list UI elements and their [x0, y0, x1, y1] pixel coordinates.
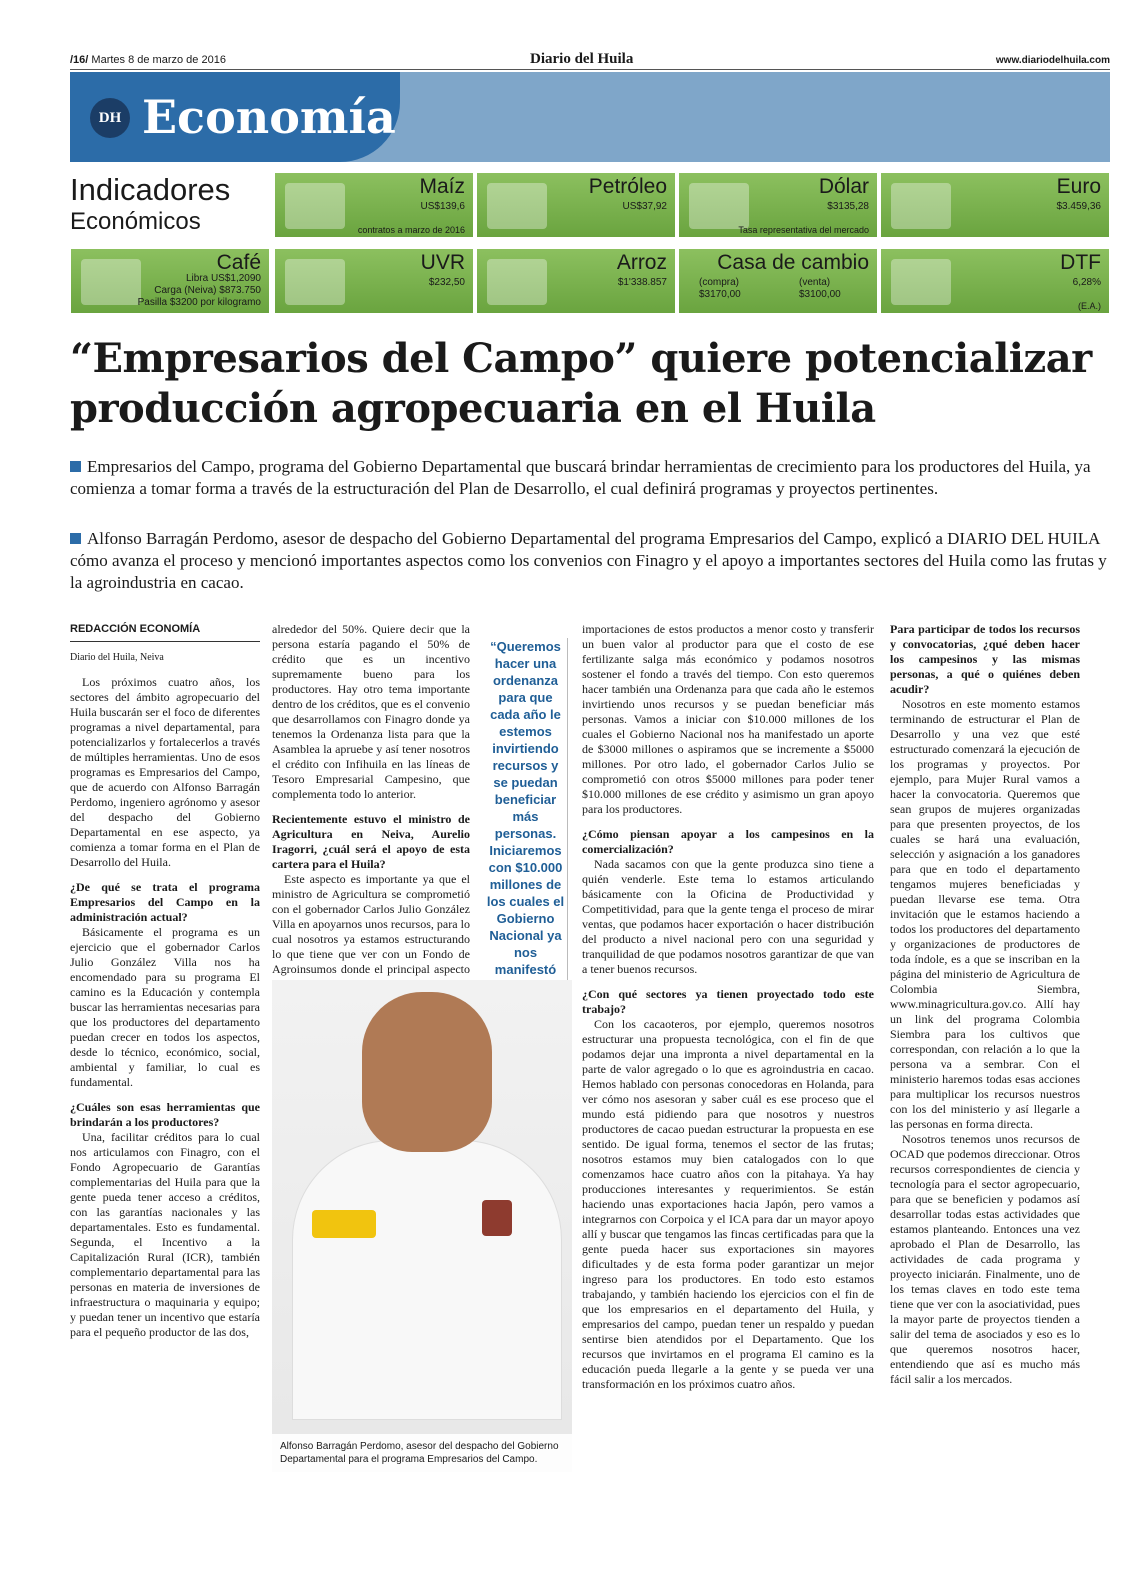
article-column-2: alrededor del 50%. Quiere decir que la persona estaría pagando el 50% de crédito que es un incentivo supremamente bueno para los productores. Hay otro tema importante dentro de los créditos, que es el convenio que desarrollamos con Finagro donde ya tenemos la Ordenanza lista para que la Asamblea la apruebe y así tener nosotros el crédito con Infihuila en las líneas de Tesoro Empresarial Campesino, que complementa todo lo anterior. Recientemente estuvo el ministro de Agricultura en Neiva, Aurelio Iragorri, ¿cuál será el apoyo de esta cartera para el Huila? Este aspecto es importante ya que el ministro de Agricultura se comprometió con el gobernador Carlos Julio González Villa en apoyarnos unos recursos, para lo cual nosotros ya estamos estructurando lo que tiene que ver con un Fondo de Agroinsumos donde el principal aspecto	[272, 622, 470, 976]
article-column-3: importaciones de estos productos a menor costo y transferir un buen valor al productor para que el costo de ese fertilizante salga más económico y podamos nosotros sostener el fondo a través del tiempo. Con esto queremos hacer también una Ordenanza para que cada año le estemos invirtiendo unos recursos y se puedan beneficiar más personas. Vamos a iniciar con $10.000 millones de los cuales el Gobierno Nacional nos ha manifestado un aporte de $3000 millones o aspiramos que se incremente a $5000 millones. Por otro lado, el gobernador Carlos Julio se comprometió con otros $5000 millones para poder tener $10.000 millones de ese crédito y asimismo un gran apoyo para los productores. ¿Cómo piensan apoyar a los campesinos en la comercialización? Nada sacamos con que la gente produzca sino tiene a quién venderle. Este tema lo estamos articulando básicamente con la Oficina de Productividad y Competitividad, para que la gente tenga el proceso de mirar ventas, que podamos hacer exportación o hacer distribución del producto a nivel nacional pero con una seguridad y tranquilidad de que podamos nosotros garantizar de que van a tener buenos recursos. ¿Con qué sectores ya tienen proyectado todo este trabajo? Con los cacaoteros, por ejemplo, queremos nosotros estructurar una propuesta tecnológica, con el fin de que podamos dejar una impronta a nivel departamental en la parte de valor agregado o lo que es agroindustria en cacao. Hemos hablado con personas conocedoras en Holanda, para ver cómo nos asesoran y saber cuál es ese proceso que el mundo está pidiendo para que nosotros y nuestros productores de cacao puedan estructurar la propuesta en ese sentido. De igual forma, tenemos el sector de las frutas; nosotros estamos muy bien catalogados con lo que comenzamos hace cuatro años con la pitahaya. Ya hay producciones interesantes y requerimientos. Se están haciendo unas exportaciones hacia Japón, pero vamos a integrarnos con Corpoica y el ICA para dar un mayor apoyo allí y buscar que tengamos las fincas certificadas para que la gente pueda hacer sus exportaciones sin mayores dificultades y de esta forma poder garantizar un mejor ingreso para los productores. En todo esto estamos trabajando, y también haciendo los ejercicios con el fin de que los empresarios en el departamento del Huila, y empresarios del campo, puedan tener un respaldo y puedan sentirse bien atendidos por el Departamento. Que los recursos que invirtamos en el programa El camino es la educación pueda llegarle a la gente y se pueda ver una transformación en los próximos cuatro años.	[582, 622, 874, 1391]
indicator-cafe: Café Libra US$1,2090 Carga (Neiva) $873.750 Pasilla $3200 por kilogramo	[70, 248, 270, 314]
dateline: Diario del Huila, Neiva	[70, 652, 164, 663]
lead-paragraph-2: Alfonso Barragán Perdomo, asesor de despacho del Gobierno Departamental del programa Empresarios del Campo, explicó a DIARIO DEL HUILA cómo avanza el proceso y mencionó importantes aspectos como los convenios con Finagro y el apoyo a importantes sectores del Huila como las frutas y la agroindustria en cacao.	[70, 529, 1107, 592]
newspaper-name: Diario del Huila	[530, 51, 634, 67]
pull-quote: “Queremos hacer una ordenanza para que cada año le estemos invirtiendo recursos y se puedan beneficiar más personas. Iniciaremos con $10.000 millones de los cuales el Gobierno Nacional ya nos manifestó	[484, 638, 568, 1012]
indicator-maiz: Maíz US$139,6 contratos a marzo de 2016	[274, 172, 474, 238]
person-head	[362, 992, 492, 1152]
lead-paragraph-1: Empresarios del Campo, programa del Gobierno Departamental que buscará brindar herramientas de crecimiento para los productores del Huila, ya comienza a tomar forma a través de la estructuración del Plan de Desarrollo, el cual definirá programas y proyectos pertinentes.	[70, 457, 1091, 498]
house-icon	[285, 259, 345, 305]
bullet-square-icon	[70, 461, 81, 472]
section-header	[70, 72, 1110, 162]
portrait-photo	[272, 980, 572, 1472]
indicator-dolar: Dólar $3135,28 Tasa representativa del mercado	[678, 172, 878, 238]
article-column-1: REDACCIÓN ECONOMÍA Diario del Huila, Neiva Los próximos cuatro años, los sectores del ámbito agropecuario del Huila buscarán ser el foco de diferentes programas a nivel departamental, para potencializarlos y fortalecerlos a través de múltiples herramientas. Uno de esos programas es Empresarios del Campo, que de acuerdo con Alfonso Barragán Perdomo, ingeniero agrónomo y asesor del despacho del Gobierno Departamental en ese aspecto, ya comienza a tomar forma en el Plan de Desarrollo del Huila. ¿De qué se trata el programa Empresarios del Campo en la administración actual? Básicamente el programa es un ejercicio que el gobernador Carlos Julio González Villa nos ha encomendado para su programa El camino es la Educación y contempla buscar las herramientas necesarias para que los productores del departamento puedan crecer en todos los aspectos, desde lo técnico, económico, social, ambiental y familiar, lo cual es fundamental. ¿Cuáles son esas herramientas que brindarán a los productores? Una, facilitar créditos para lo cual nos articulamos con Finagro, con el Fondo Agropecuario de Garantías complementarias del Huila para que la gente pueda tener acceso a créditos, con las garantías nacionales y las departamentales. Esto es fundamental. Segunda, el Incentivo a la Capitalización Rural (ICR), también complementario departamental para las personas en materia de inversiones de infraestructura o maquinaria y equipo; y puedan tener un incentivo que estaría para el pequeño productor de las dos,	[70, 623, 260, 1339]
dollar-sign-icon	[891, 259, 951, 305]
byline: REDACCIÓN ECONOMÍA	[70, 622, 260, 642]
indicator-casa-cambio: Casa de cambio (compra) $3170,00 (venta) $3100,00	[678, 248, 878, 314]
article-column-4: Para participar de todos los recursos y convocatorias, ¿qué deben hacer los campesinos y las mismas personas, a qué o quiénes deben acudir? Nosotros en este momento estamos terminando de estructurar el Plan de Desarrollo y una vez que esté estructurado comenzará la ejecución de los programas y proyectos. Por ejemplo, para Mujer Rural vamos a hacer la convocatoria. Queremos que sean grupos de mujeres organizadas para que presenten proyectos, de los cuales se hará una evaluación, selección y asignación a los ganadores para que en todo el departamento tengamos mujeres beneficiadas y puedan llevarse ese tema. Otra invitación que le estamos haciendo a todos los productores del departamento y organizaciones de productores de toda índole, es a que se inscriban en la página del ministerio de Agricultura de Colombia Siembra, www.minagricultura.gov.co. Allí hay un link del programa Colombia Siembra para los cultivos que correspondan, con relación a lo que la persona va a sembrar. Con el ministerio haremos todas esas acciones para multiplicar los recursos nuestros con los del ministerio y así llegarle a las personas en forma directa. Nosotros tenemos unos recursos de OCAD que podemos direccionar. Otros recursos correspondientes de ciencia y tecnología para el sector agropecuario, para que se beneficien y podamos así desarrollar todas estas actividades que estamos planteando. Entonces una vez aprobado el Plan de Desarrollo, las actividades de cada programa y proyecto iniciarán. Finalmente, uno de los temas claves en todo este tema tiene que ver con la asociatividad, pues la mayor parte de proyectos tienden a salir del tema de asociados y eso es lo que queremos nosotros hacer, entendiendo que así es mucho más fácil salir a los mercados.	[890, 622, 1080, 1386]
indicators-title: Indicadores Económicos	[70, 172, 231, 235]
photo-caption: Alfonso Barragán Perdomo, asesor del despacho del Gobierno Departamental para el programa Empresarios del Campo.	[272, 1434, 572, 1472]
section-banner	[70, 72, 400, 162]
rice-icon	[487, 259, 547, 305]
issue-date: Martes 8 de marzo de 2016	[91, 54, 226, 66]
page-number: /16/	[70, 54, 89, 66]
oil-icon	[487, 183, 547, 229]
euro-icon	[891, 183, 951, 229]
question: Para participar de todos los recursos y convocatorias, ¿qué deben hacer los campesinos y las mismas personas, a qué o quiénes deben acudir?	[890, 622, 1080, 696]
question: ¿Cómo piensan apoyar a los campesinos en la comercialización?	[582, 827, 874, 856]
question: ¿De qué se trata el programa Empresarios del Campo en la administración actual?	[70, 880, 260, 924]
coffee-icon	[81, 259, 141, 305]
question: ¿Cuáles son esas herramientas que brindarán a los productores?	[70, 1100, 260, 1129]
indicator-euro: Euro $3.459,36	[880, 172, 1110, 238]
section-title: Economía	[142, 90, 396, 144]
dh-logo-icon: DH	[90, 98, 130, 138]
indicator-arroz: Arroz $1'338.857	[476, 248, 676, 314]
person-body	[292, 1140, 562, 1420]
corn-icon	[285, 183, 345, 229]
bullet-square-icon	[70, 533, 81, 544]
indicator-petroleo: Petróleo US$37,92	[476, 172, 676, 238]
indicator-uvr: UVR $232,50	[274, 248, 474, 314]
indicator-dtf: DTF 6,28% (E.A.)	[880, 248, 1110, 314]
question: ¿Con qué sectores ya tienen proyectado todo este trabajo?	[582, 987, 874, 1016]
article-headline: “Empresarios del Campo” quiere potencializar producción agropecuaria en el Huila	[70, 335, 1092, 432]
page-header	[70, 52, 1110, 70]
el-camino-logo-icon	[312, 1210, 376, 1238]
newspaper-url[interactable]: www.diariodelhuila.com	[995, 55, 1110, 66]
banknote-icon	[689, 183, 749, 229]
question: Recientemente estuvo el ministro de Agricultura en Neiva, Aurelio Iragorri, ¿cuál será el apoyo de esta cartera para el Huila?	[272, 812, 470, 871]
gobernacion-seal-icon	[482, 1200, 512, 1236]
economic-indicators	[70, 172, 1110, 322]
